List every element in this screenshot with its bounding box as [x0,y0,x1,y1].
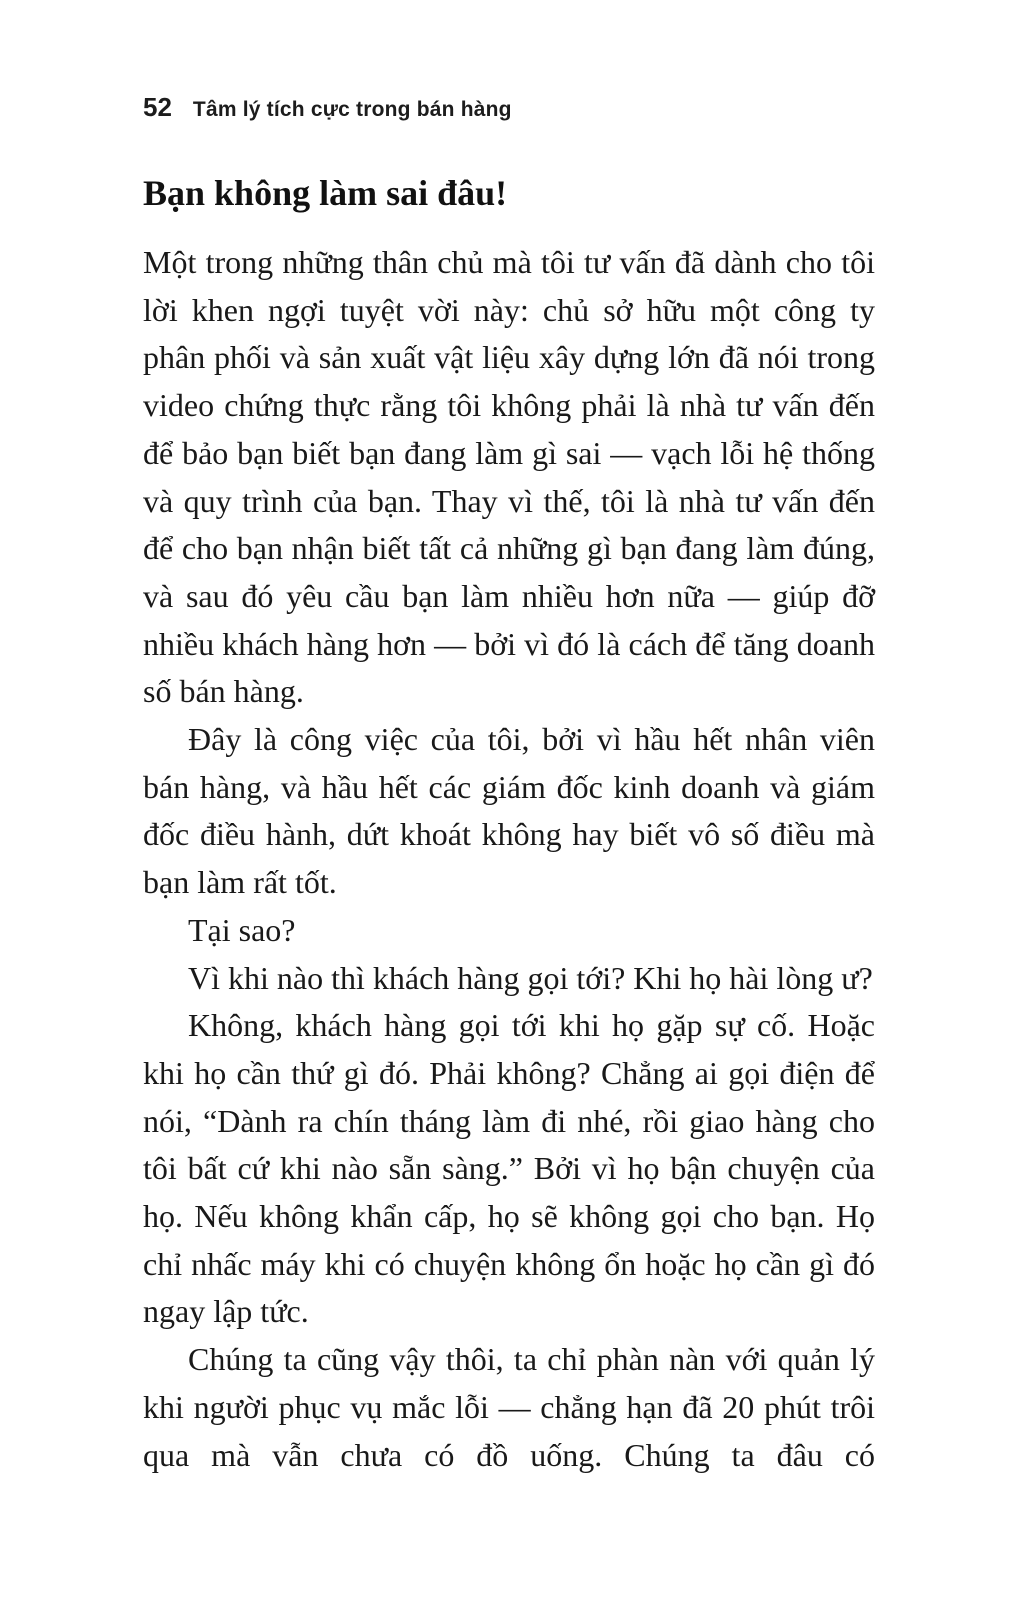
running-header [143,92,875,123]
body-paragraph: Không, khách hàng gọi tới khi họ gặp sự cố. Hoặc khi họ cần thứ gì đó. Phải không? Chẳng ai gọi điện để nói, “Dành ra chín tháng làm đi nhé, rồi giao hàng cho tôi bất cứ khi nào sẵn sàng.” Bởi vì họ bận chuyện của họ. Nếu không khẩn cấp, họ sẽ không gọi cho bạn. Họ chỉ nhấc máy khi có chuyện không ổn hoặc họ cần gì đó ngay lập tức. [143,1007,875,1330]
body-paragraph: Tại sao? [188,911,296,948]
page-number: 52 [143,92,172,122]
running-title: Tâm lý tích cực trong bán hàng [192,98,512,121]
body-paragraph: Chúng ta cũng vậy thôi, ta chỉ phàn nàn với quản lý khi người phục vụ mắc lỗi — chẳng hạn đã 20 phút trôi qua mà vẫn chưa có đồ uống. Chúng ta đâu có [143,1341,875,1473]
body-text [143,239,875,1479]
section-heading: Bạn không làm sai đâu! [143,173,508,213]
body-paragraph: Một trong những thân chủ mà tôi tư vấn đã dành cho tôi lời khen ngợi tuyệt vời này: chủ sở hữu một công ty phân phối và sản xuất vật liệu xây dựng lớn đã nói trong video chứng thực rằng tôi không phải là nhà tư vấn đến để bảo bạn biết bạn đang làm gì sai — vạch lỗi hệ thống và quy trình của bạn. Thay vì thế, tôi là nhà tư vấn đến để cho bạn nhận biết tất cả những gì bạn đang làm đúng, và sau đó yêu cầu bạn làm nhiều hơn nữa — giúp đỡ nhiều khách hàng hơn — bởi vì đó là cách để tăng doanh số bán hàng. [143,244,875,710]
body-paragraph: Vì khi nào thì khách hàng gọi tới? Khi họ hài lòng ư? [188,959,873,996]
body-paragraph: Đây là công việc của tôi, bởi vì hầu hết nhân viên bán hàng, và hầu hết các giám đốc kinh doanh và giám đốc điều hành, dứt khoát không hay biết vô số điều mà bạn làm rất tốt. [143,721,875,901]
